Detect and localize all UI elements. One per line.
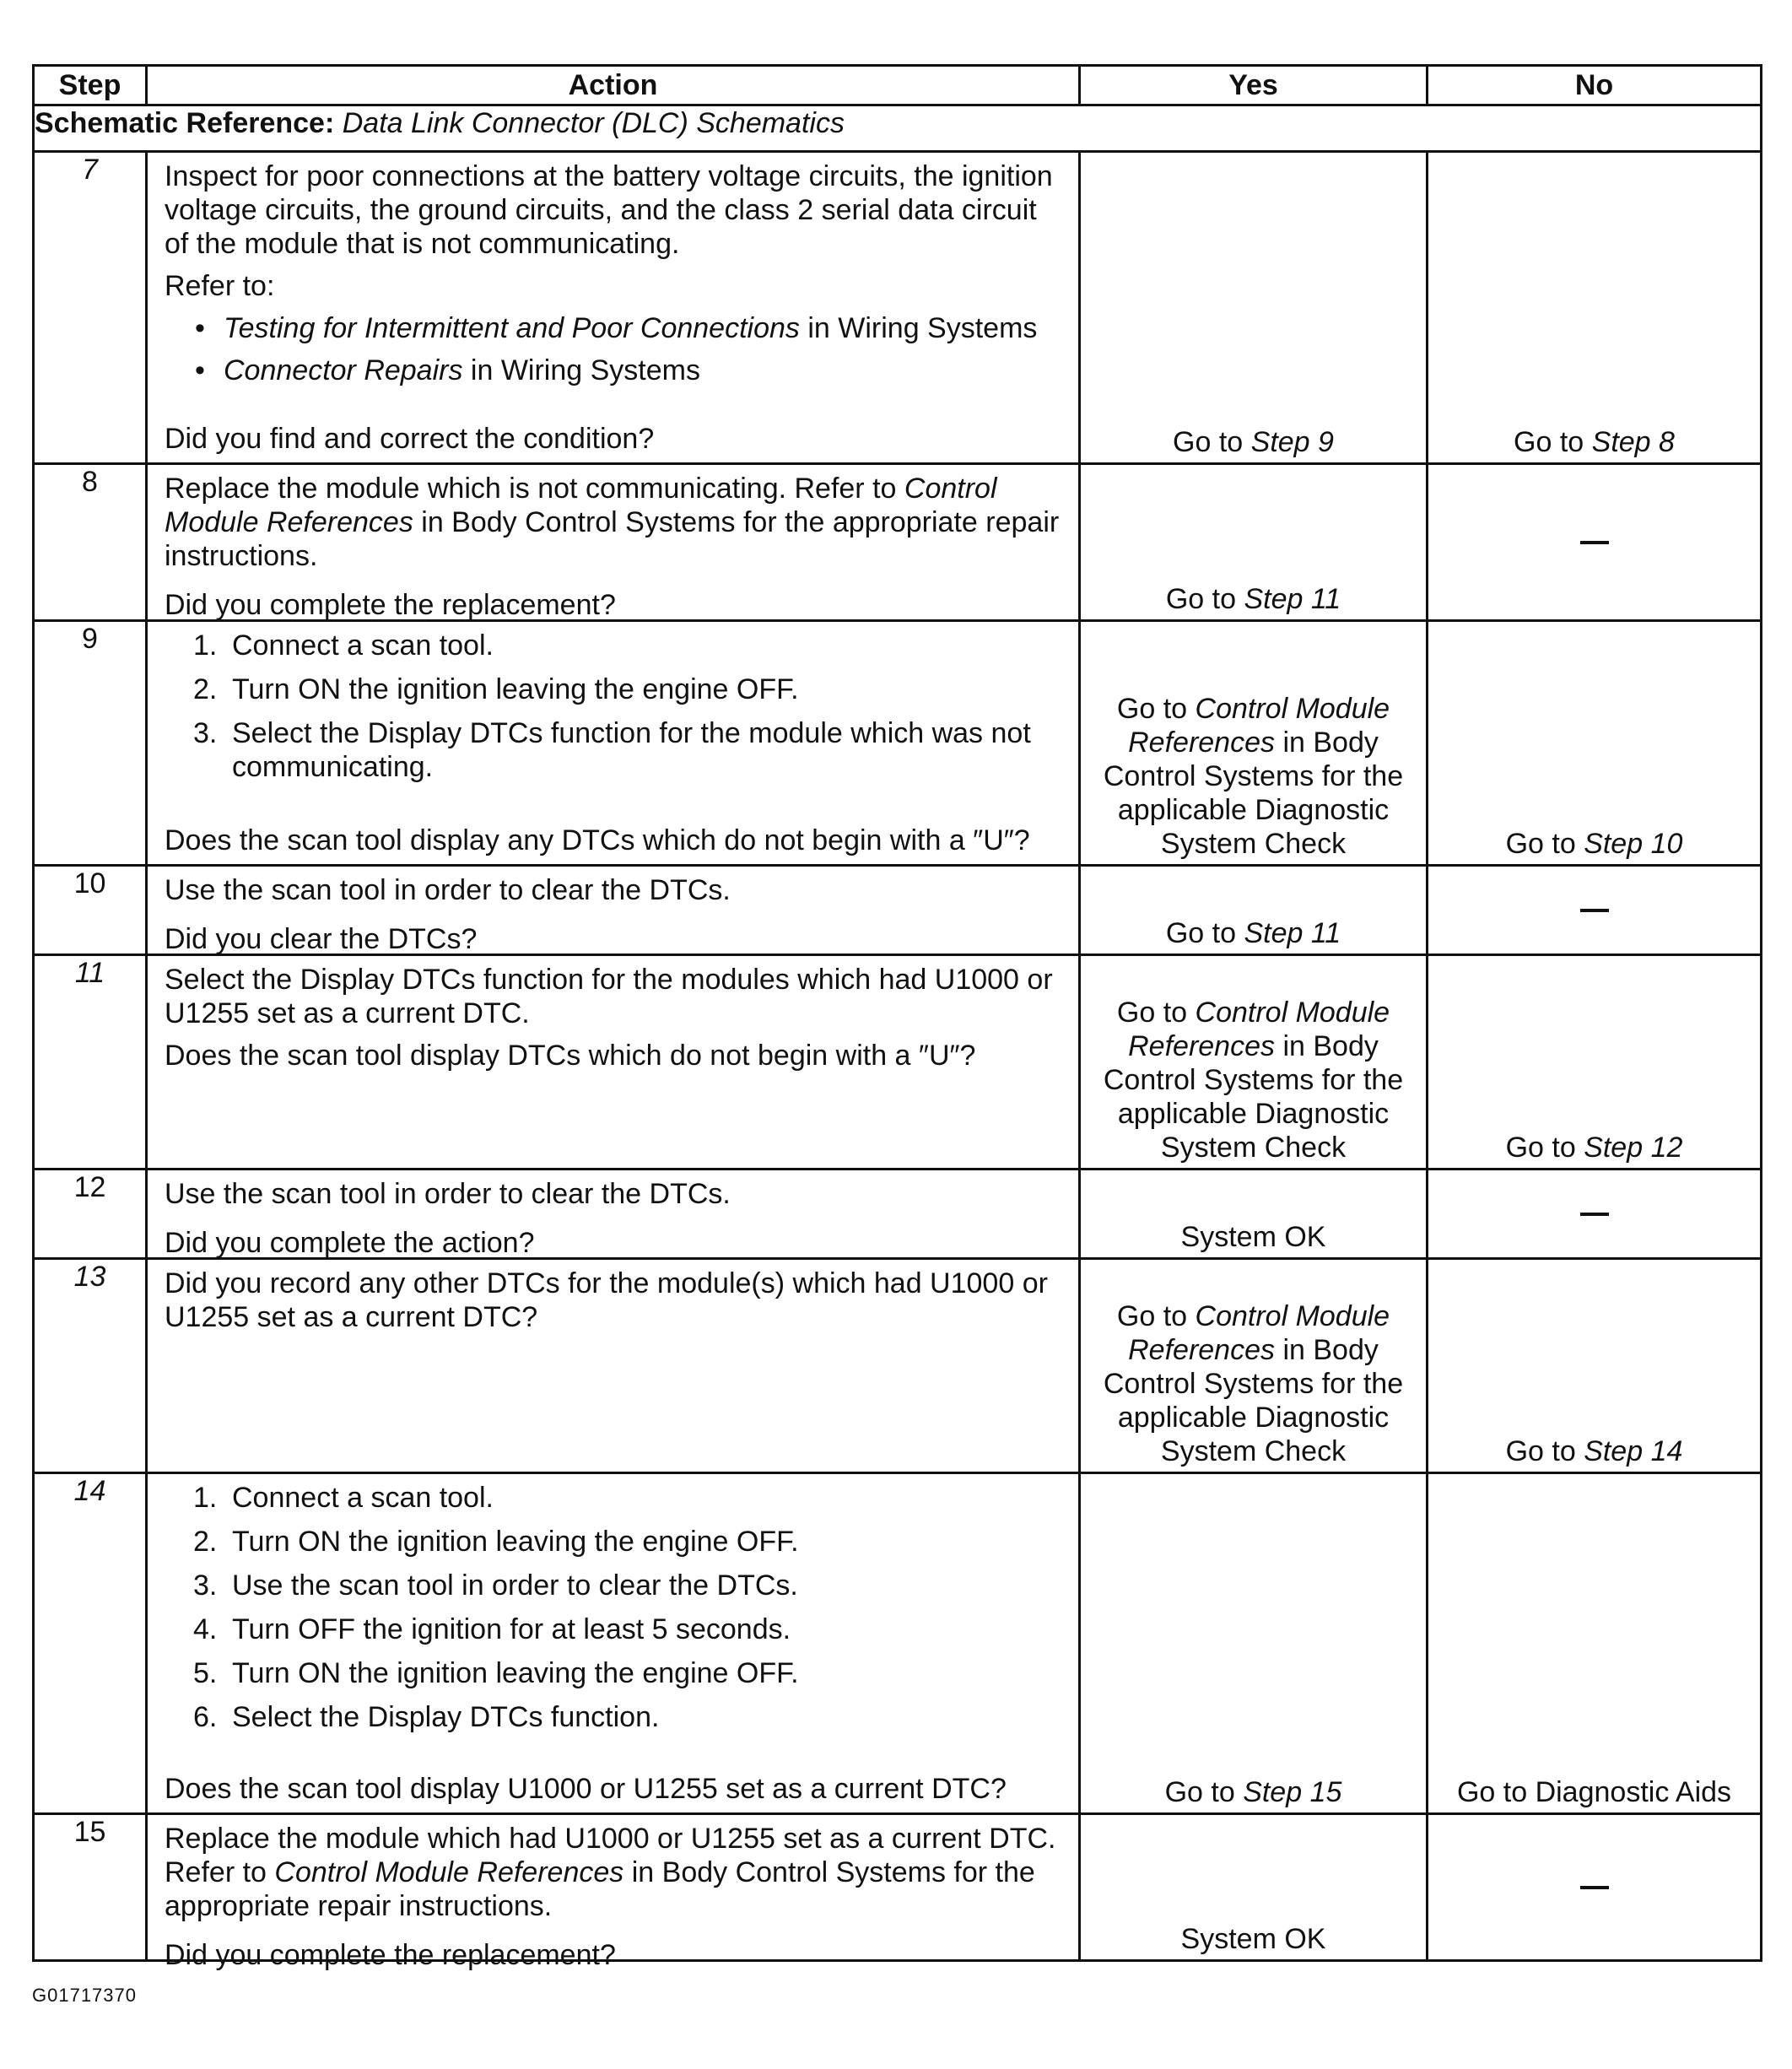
answer-suffix: in Body Control Systems for the applicable Diagnostic System Check — [1103, 1030, 1404, 1164]
step-link[interactable]: Step 12 — [1584, 1132, 1683, 1164]
answer-prefix: Go to — [1505, 1435, 1584, 1467]
yes-cell — [1080, 1259, 1428, 1473]
step-number: 10 — [34, 866, 147, 955]
no-cell — [1428, 866, 1762, 955]
reference-link[interactable]: Testing for Intermittent and Poor Connections — [224, 312, 800, 344]
yes-cell — [1080, 464, 1428, 621]
answer-prefix: Go to — [1116, 1300, 1196, 1332]
action-cell — [147, 464, 1080, 621]
action-text-part: Replace the module which had U1000 or U1255 set as a current DTC. Refer to — [165, 1823, 1056, 1888]
action-text — [165, 472, 1065, 573]
answer-prefix: Go to — [1173, 426, 1251, 458]
action-text-part: in Body Control Systems for the appropriate repair instructions. — [165, 1856, 1035, 1922]
answer-prefix: Go to — [1116, 693, 1196, 725]
answer-prefix: Go to — [1165, 917, 1244, 949]
list-item — [165, 1656, 1065, 1690]
bullet-mark: • — [195, 312, 205, 344]
yes-cell — [1080, 152, 1428, 464]
reference-link[interactable]: Control Module References — [274, 1856, 624, 1888]
list-item — [165, 1613, 1065, 1646]
answer-prefix: Go to — [1116, 997, 1196, 1029]
action-text-part: Replace the module which is not communicating. Refer to — [165, 473, 904, 505]
answer-prefix: Go to — [1514, 426, 1592, 458]
reference-list — [165, 311, 1065, 387]
table-row — [34, 955, 1762, 1170]
no-cell — [1428, 1170, 1762, 1259]
list-item — [165, 629, 1065, 662]
no-cell — [1428, 1259, 1762, 1473]
header-step: Step — [34, 66, 147, 105]
list-item — [165, 673, 1065, 706]
step-link[interactable]: Step 14 — [1584, 1435, 1683, 1467]
list-number: 1. — [193, 1482, 218, 1514]
answer-prefix: Go to — [1164, 1776, 1244, 1808]
yes-cell — [1080, 866, 1428, 955]
reference-link[interactable]: Control Module References — [1128, 693, 1390, 759]
header-no: No — [1428, 66, 1762, 105]
step-link[interactable]: Step 9 — [1250, 426, 1334, 458]
list-item-text: Connect a scan tool. — [232, 629, 494, 662]
yes-cell — [1080, 1170, 1428, 1259]
action-question: Did you complete the action? — [165, 1227, 535, 1259]
bullet-mark: • — [195, 354, 205, 386]
list-item — [165, 1700, 1065, 1734]
action-cell — [147, 1259, 1080, 1473]
header-action: Action — [147, 66, 1080, 105]
list-number: 5. — [193, 1657, 218, 1689]
reference-link[interactable]: Control Module References — [1128, 1300, 1390, 1366]
step-number: 12 — [34, 1170, 147, 1259]
answer-prefix: Go to — [1505, 1132, 1584, 1164]
step-link[interactable]: Step 8 — [1591, 426, 1675, 458]
list-item — [165, 1481, 1065, 1515]
system-ok-text: System OK — [1180, 1923, 1326, 1955]
list-item-text: Turn ON the ignition leaving the engine OFF. — [232, 1657, 799, 1689]
list-item — [165, 1525, 1065, 1559]
list-item-text: Turn OFF the ignition for at least 5 seconds. — [232, 1613, 791, 1645]
action-cell — [147, 152, 1080, 464]
list-number: 6. — [193, 1701, 218, 1733]
list-number: 3. — [193, 1569, 218, 1602]
reference-suffix: in Wiring Systems — [462, 354, 700, 386]
action-cell — [147, 1814, 1080, 1971]
list-item-text: Turn ON the ignition leaving the engine OFF. — [232, 673, 799, 705]
action-cell — [147, 955, 1080, 1170]
yes-cell — [1080, 1814, 1428, 1961]
step-link[interactable]: Step 15 — [1243, 1776, 1342, 1808]
list-item-text: Select the Display DTCs function. — [232, 1701, 660, 1733]
answer-suffix: in Body Control Systems for the applicable Diagnostic System Check — [1103, 727, 1404, 860]
header-yes: Yes — [1080, 66, 1428, 105]
answer-suffix: in Body Control Systems for the applicable Diagnostic System Check — [1103, 1334, 1404, 1467]
list-number: 2. — [193, 1526, 218, 1558]
no-cell — [1428, 464, 1762, 621]
action-question: Did you record any other DTCs for the module(s) which had U1000 or U1255 set as a current DTC? — [165, 1267, 1048, 1333]
action-question: Does the scan tool display U1000 or U1255 set as a current DTC? — [165, 1773, 1007, 1805]
system-ok-text: System OK — [1180, 1221, 1326, 1253]
list-item-text: Connect a scan tool. — [232, 1482, 494, 1514]
action-question: Does the scan tool display any DTCs which do not begin with a ″U″? — [165, 824, 1030, 856]
step-link[interactable]: Step 10 — [1584, 828, 1683, 860]
action-text-part: in Body Control Systems for the appropriate repair instructions. — [165, 506, 1060, 572]
refer-label: Refer to: — [165, 270, 275, 302]
reference-link[interactable]: Control Module References — [1128, 997, 1390, 1062]
step-number: 15 — [34, 1814, 147, 1961]
no-cell — [1428, 955, 1762, 1170]
table-row — [34, 152, 1762, 464]
action-text: Use the scan tool in order to clear the DTCs. — [165, 874, 731, 906]
table-row — [34, 621, 1762, 866]
no-cell — [1428, 1473, 1762, 1814]
list-item-text: Select the Display DTCs function for the module which was not communicating. — [232, 717, 1031, 783]
list-item — [165, 716, 1065, 784]
step-number: 7 — [34, 152, 147, 464]
list-item — [165, 311, 1065, 345]
yes-cell — [1080, 955, 1428, 1170]
not-applicable-dash — [1580, 1886, 1609, 1889]
action-question: Does the scan tool display DTCs which do not begin with a ″U″? — [165, 1040, 976, 1072]
reference-link[interactable]: Control Module References — [165, 473, 997, 538]
action-cell — [147, 866, 1080, 955]
action-question: Did you complete the replacement? — [165, 1939, 616, 1971]
table-row — [34, 1473, 1762, 1814]
action-text: Select the Display DTCs function for the modules which had U1000 or U1255 set as a current DTC. — [165, 964, 1053, 1029]
answer-prefix: Go to — [1505, 828, 1584, 860]
yes-cell — [1080, 621, 1428, 866]
list-item-text: Turn ON the ignition leaving the engine OFF. — [232, 1526, 799, 1558]
action-question: Did you complete the replacement? — [165, 589, 616, 621]
schematic-link[interactable]: Data Link Connector (DLC) Schematics — [342, 107, 845, 139]
not-applicable-dash — [1580, 541, 1609, 544]
action-text — [165, 1822, 1065, 1923]
list-item — [165, 1569, 1065, 1602]
action-cell — [147, 621, 1080, 866]
step-number: 9 — [34, 621, 147, 866]
step-number: 11 — [34, 955, 147, 1170]
reference-suffix: in Wiring Systems — [799, 312, 1038, 344]
no-cell — [1428, 152, 1762, 464]
no-cell — [1428, 621, 1762, 866]
action-text: Inspect for poor connections at the battery voltage circuits, the ignition voltage circuits, the ground circuits, and the class 2 serial data circuit of the module that is not communicating. — [165, 160, 1053, 260]
list-number: 1. — [193, 629, 218, 662]
action-text: Use the scan tool in order to clear the DTCs. — [165, 1178, 731, 1210]
step-number: 13 — [34, 1259, 147, 1473]
action-question: Did you clear the DTCs? — [165, 923, 478, 955]
action-cell — [147, 1473, 1080, 1814]
schematic-label: Schematic Reference: — [35, 107, 335, 139]
table-row — [34, 1814, 1762, 1961]
not-applicable-dash — [1580, 1213, 1609, 1216]
no-cell — [1428, 1814, 1762, 1961]
yes-cell — [1080, 1473, 1428, 1814]
action-question: Did you find and correct the condition? — [165, 423, 655, 455]
list-item — [165, 354, 1065, 387]
list-item-text: Use the scan tool in order to clear the DTCs. — [232, 1569, 798, 1602]
step-number: 8 — [34, 464, 147, 621]
table-row — [34, 464, 1762, 621]
header-row — [34, 66, 1762, 105]
table-row — [34, 1170, 1762, 1259]
action-cell — [147, 1170, 1080, 1259]
step-number: 14 — [34, 1473, 147, 1814]
not-applicable-dash — [1580, 909, 1609, 912]
figure-id: G01717370 — [32, 1985, 137, 2006]
table-row — [34, 1259, 1762, 1473]
list-number: 2. — [193, 673, 218, 705]
reference-link[interactable]: Connector Repairs — [224, 354, 463, 386]
answer-prefix: Go to — [1165, 583, 1244, 615]
step-link[interactable]: Step 11 — [1244, 917, 1341, 949]
diagnostic-aids-link[interactable]: Go to Diagnostic Aids — [1456, 1776, 1732, 1808]
list-number: 4. — [193, 1613, 218, 1645]
diagnostic-table — [32, 64, 1762, 1971]
list-number: 3. — [193, 717, 218, 749]
procedure-list — [165, 1481, 1065, 1744]
table-row — [34, 866, 1762, 955]
procedure-list — [165, 629, 1065, 794]
schematic-reference-row — [34, 105, 1762, 152]
step-link[interactable]: Step 11 — [1244, 583, 1341, 615]
schematic-reference — [34, 105, 1762, 152]
